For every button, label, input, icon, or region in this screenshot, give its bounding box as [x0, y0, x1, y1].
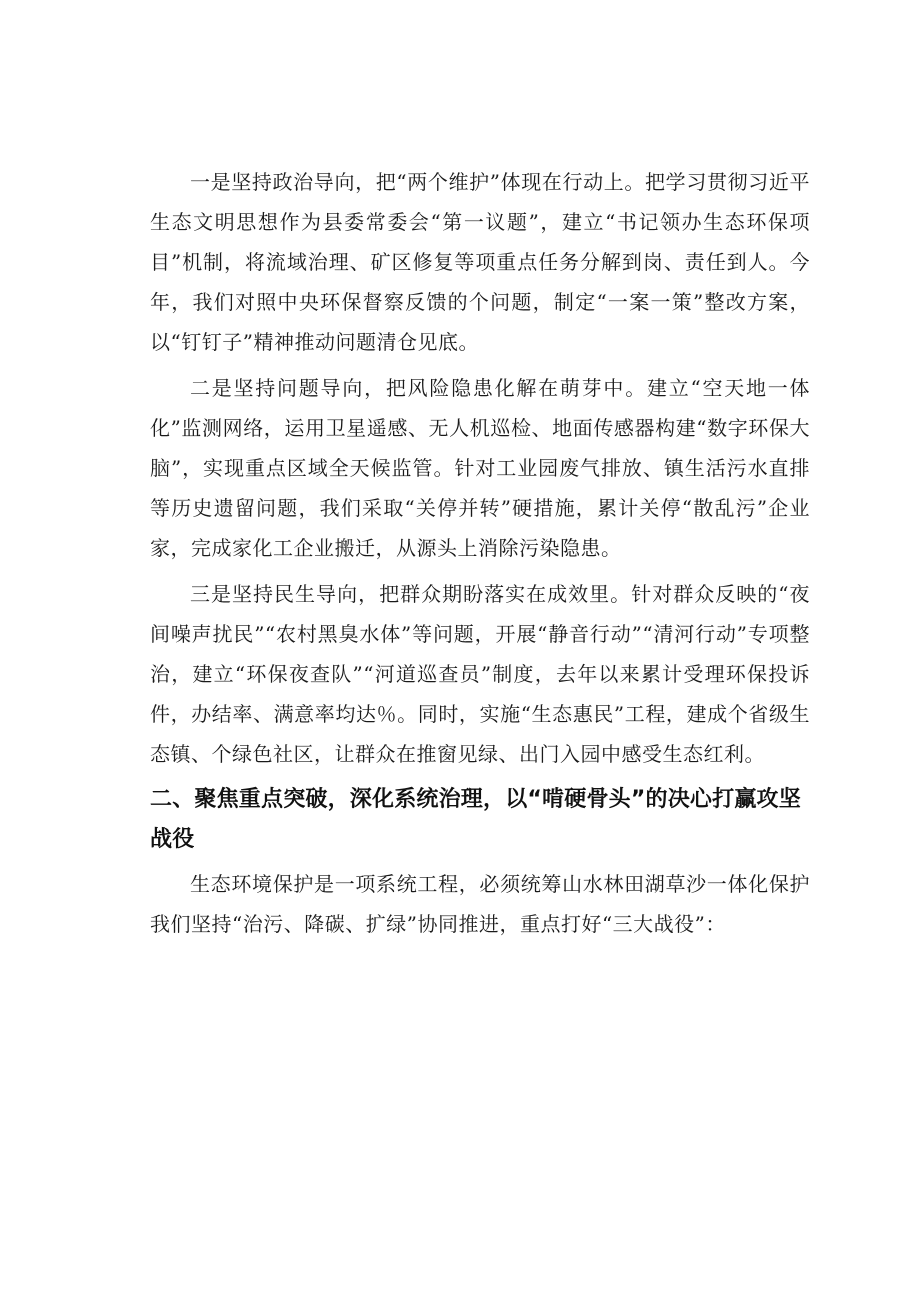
paragraph-political-orientation: 一是坚持政治导向，把“两个维护”体现在行动上。把学习贯彻习近平生态文明思想作为县委常委会“第一议题”，建立“书记领办生态环保项目”机制，将流域治理、矿区修复等项重点任务分解到岗、责任到人。今年，我们对照中央环保督察反馈的个问题，制定“一案一策”整改方案，以“钉钉子”精神推动问题清仓见底。 [150, 170, 810, 354]
section-heading: 二、聚焦重点突破，深化系统治理，以“啃硬骨头”的决心打赢攻坚战役 [150, 787, 801, 852]
paragraph-problem-orientation: 二是坚持问题导向，把风险隐患化解在萌芽中。建立“空天地一体化”监测网络，运用卫星遥感、无人机巡检、地面传感器构建“数字环保大脑”，实现重点区域全天候监管。针对工业园废气排放、镇生活污水直排等历史遗留问题，我们采取“关停并转”硬措施，累计关停“散乱污”企业家，完成家化工企业搬迁，从源头上消除污染隐患。 [150, 376, 810, 560]
paragraph-livelihood-orientation: 三是坚持民生导向，把群众期盼落实在成效里。针对群众反映的“夜间噪声扰民”“农村黑臭水体”等问题，开展“静音行动”“清河行动”专项整治，建立“环保夜查队”“河道巡查员”制度，去年以来累计受理环保投诉件，办结率、满意率均达％。同时，实施“生态惠民”工程，建成个省级生态镇、个绿色社区，让群众在推窗见绿、出门入园中感受生态红利。 [150, 582, 810, 766]
document-body [150, 162, 810, 950]
paragraph-system-engineering: 生态环境保护是一项系统工程，必须统筹山水林田湖草沙一体化保护我们坚持“治污、降碳、扩绿”协同推进，重点打好“三大战役”： [150, 872, 810, 936]
